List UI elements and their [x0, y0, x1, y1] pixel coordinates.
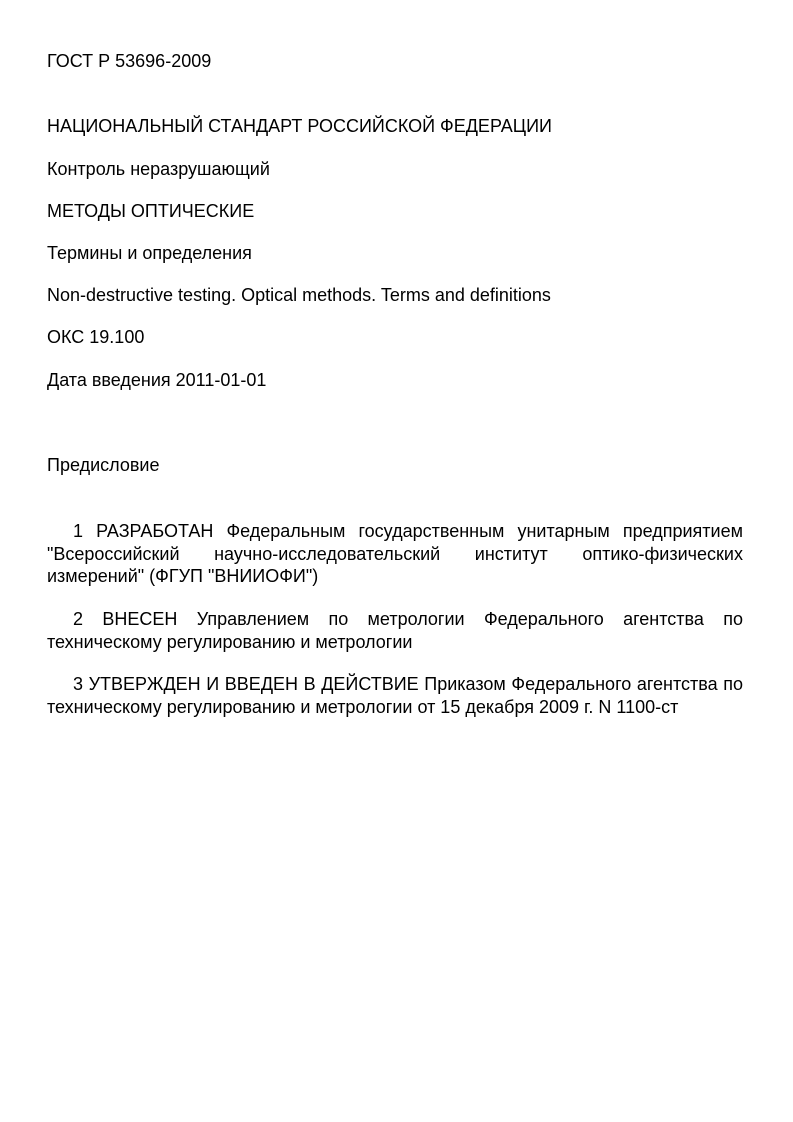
foreword-item-1: 1 РАЗРАБОТАН Федеральным государственным унитарным предприятием "Всероссийский научно-исследовательский институт оптико-физических измерений" (ФГУП "ВНИИОФИ") — [47, 521, 743, 586]
standard-status: НАЦИОНАЛЬНЫЙ СТАНДАРТ РОССИЙСКОЙ ФЕДЕРАЦИИ — [47, 116, 552, 136]
foreword-item-3: 3 УТВЕРЖДЕН И ВВЕДЕН В ДЕЙСТВИЕ Приказом Федерального агентства по техническому регулированию и метрологии от 15 декабря 2009 г. N 1100-ст — [47, 674, 743, 717]
introduction-date: Дата введения 2011-01-01 — [47, 370, 267, 390]
title-english: Non-destructive testing. Optical methods. Terms and definitions — [47, 285, 551, 305]
title-line-1: Контроль неразрушающий — [47, 159, 270, 179]
foreword-heading: Предисловие — [47, 455, 160, 475]
title-line-2: МЕТОДЫ ОПТИЧЕСКИЕ — [47, 201, 255, 221]
foreword-item-2: 2 ВНЕСЕН Управлением по метрологии Федерального агентства по техническому регулированию и метрологии — [47, 609, 743, 652]
oks-code: ОКС 19.100 — [47, 327, 145, 347]
title-line-3: Термины и определения — [47, 243, 252, 263]
standard-designation: ГОСТ Р 53696-2009 — [47, 51, 212, 71]
